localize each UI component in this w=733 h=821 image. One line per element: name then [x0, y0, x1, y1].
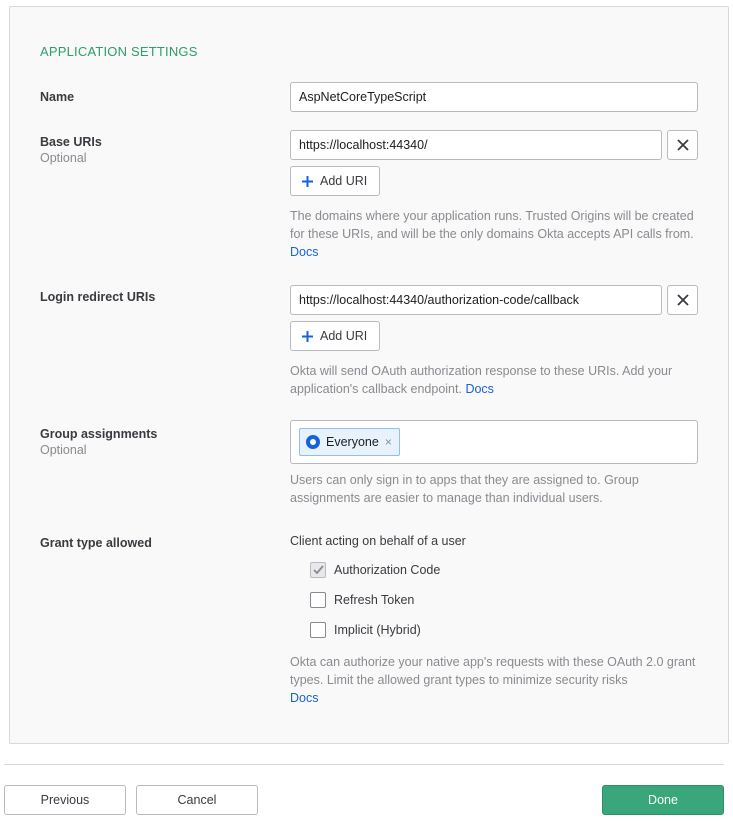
grant-option-refresh-token[interactable]: [310, 592, 414, 608]
base-uris-optional: Optional: [40, 151, 87, 165]
group-assignments-input[interactable]: [290, 420, 698, 464]
base-uris-docs-link[interactable]: Docs: [290, 245, 319, 259]
grant-type-label: Grant type allowed: [40, 536, 152, 550]
login-redirect-label: Login redirect URIs: [40, 290, 156, 304]
base-uris-label: Base URIs: [40, 135, 102, 149]
check-icon: [313, 565, 324, 575]
grant-type-docs-link[interactable]: Docs: [290, 691, 319, 705]
application-settings-panel: [9, 6, 729, 744]
group-assignments-optional: Optional: [40, 443, 87, 457]
remove-login-redirect-button[interactable]: [667, 285, 698, 315]
plus-icon: [301, 175, 314, 188]
add-base-uri-label: Add URI: [320, 174, 368, 188]
grant-option-label: Authorization Code: [334, 563, 441, 577]
close-icon: [677, 294, 689, 306]
grant-option-label: Implicit (Hybrid): [334, 623, 421, 637]
grant-type-help: [290, 653, 700, 707]
checkbox-implicit-hybrid[interactable]: [310, 622, 326, 638]
remove-base-uri-button[interactable]: [667, 130, 698, 160]
close-icon: [677, 139, 689, 151]
login-redirect-input[interactable]: https://localhost:44340/authorization-code/callback: [290, 285, 662, 315]
grant-option-authorization-code[interactable]: [310, 562, 440, 578]
group-assignments-label: Group assignments: [40, 427, 158, 441]
grant-option-implicit-hybrid[interactable]: [310, 622, 421, 638]
previous-button[interactable]: Previous: [4, 785, 126, 815]
cancel-button[interactable]: Cancel: [136, 785, 258, 815]
group-chip-everyone: [299, 428, 400, 456]
name-label: Name: [40, 90, 75, 104]
plus-icon: [301, 330, 314, 343]
group-assignments-help: Users can only sign in to apps that they are assigned to. Group assignments are easier to manage than individual users.: [290, 473, 639, 505]
add-base-uri-button[interactable]: [290, 166, 380, 196]
grant-type-subheading: Client acting on behalf of a user: [290, 534, 466, 548]
done-button[interactable]: Done: [602, 785, 724, 815]
checkbox-refresh-token[interactable]: [310, 592, 326, 608]
checkbox-authorization-code[interactable]: [310, 562, 326, 578]
grant-option-label: Refresh Token: [334, 593, 415, 607]
add-login-redirect-label: Add URI: [320, 329, 368, 343]
login-redirect-docs-link[interactable]: Docs: [465, 382, 494, 396]
remove-chip-icon[interactable]: ×: [384, 435, 392, 449]
group-icon: [306, 435, 320, 449]
base-uris-help: [290, 207, 700, 261]
name-input[interactable]: AspNetCoreTypeScript: [290, 82, 698, 112]
footer-divider: [4, 764, 724, 765]
add-login-redirect-button[interactable]: [290, 321, 380, 351]
section-title: APPLICATION SETTINGS: [40, 44, 198, 59]
base-uris-help-text: The domains where your application runs. Trusted Origins will be created for these URIs, and will be the only domains Okta accepts API calls from.: [290, 209, 694, 241]
login-redirect-help-text: Okta will send OAuth authorization response to these URIs. Add your application's callback endpoint.: [290, 364, 673, 396]
base-uri-input[interactable]: https://localhost:44340/: [290, 130, 662, 160]
group-chip-label: Everyone: [326, 435, 379, 449]
grant-type-help-text: Okta can authorize your native app's requests with these OAuth 2.0 grant types. Limit the allowed grant types to minimize security risks: [290, 655, 696, 687]
login-redirect-help: [290, 362, 700, 398]
